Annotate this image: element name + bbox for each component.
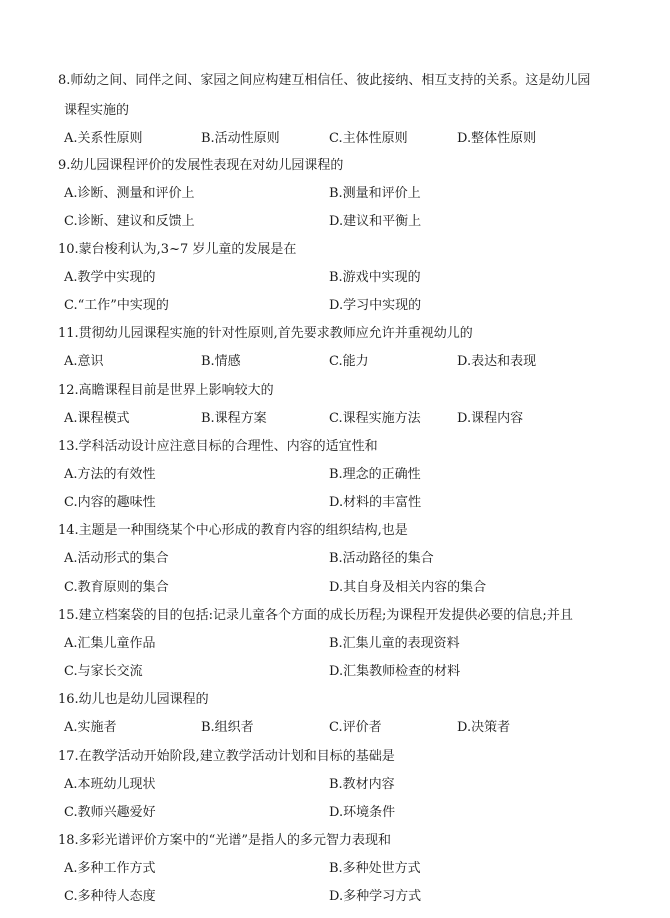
- question-9-option-a: A.诊断、测量和评价上: [64, 186, 195, 201]
- question-11-option-a: A.意识: [64, 354, 104, 369]
- question-11-options: [0, 351, 670, 373]
- question-10-stem: 10.蒙台梭利认为,3~7 岁儿童的发展是在: [58, 242, 297, 257]
- question-8-options: [0, 128, 670, 150]
- question-18-stem: 18.多彩光谱评价方案中的“光谱”是指人的多元智力表现和: [58, 833, 391, 848]
- question-15-options-row-1: [0, 633, 670, 655]
- question-13-options-row-1: [0, 464, 670, 486]
- question-18-options-row-1: [0, 858, 670, 880]
- question-9-options-row-2: [0, 211, 670, 233]
- question-13-option-c: C.内容的趣味性: [64, 495, 156, 510]
- question-9-option-c: C.诊断、建议和反馈上: [64, 214, 195, 229]
- question-12-stem: 12.高瞻课程目前是世界上影响较大的: [58, 383, 274, 398]
- question-14-option-b: B.活动路径的集合: [329, 551, 434, 566]
- question-8-option-a: A.关系性原则: [64, 131, 143, 146]
- question-18-option-d: D.多种学习方式: [329, 889, 422, 904]
- question-10-option-a: A.教学中实现的: [64, 270, 156, 285]
- question-14-option-d: D.其自身及相关内容的集合: [329, 580, 487, 595]
- question-13-option-d: D.材料的丰富性: [329, 495, 422, 510]
- question-15-option-d: D.汇集教师检查的材料: [329, 664, 461, 679]
- question-12-option-d: D.课程内容: [457, 411, 524, 426]
- question-8-option-b: B.活动性原则: [201, 131, 280, 146]
- question-17-option-a: A.本班幼儿现状: [64, 777, 156, 792]
- question-11-option-b: B.情感: [201, 354, 241, 369]
- question-16-option-c: C.评价者: [329, 720, 382, 735]
- question-10-options-row-1: [0, 267, 670, 289]
- question-9-option-d: D.建议和平衡上: [329, 214, 422, 229]
- question-16-option-d: D.决策者: [457, 720, 511, 735]
- question-8-option-d: D.整体性原则: [457, 131, 537, 146]
- question-14-options-row-2: [0, 577, 670, 599]
- question-14-options-row-1: [0, 548, 670, 570]
- question-17-stem: 17.在教学活动开始阶段,建立教学活动计划和目标的基础是: [58, 749, 395, 764]
- question-8-stem-line-2: 课程实施的: [64, 103, 130, 118]
- question-12-option-c: C.课程实施方法: [329, 411, 421, 426]
- question-16-stem: 16.幼儿也是幼儿园课程的: [58, 692, 209, 707]
- question-17-option-b: B.教材内容: [329, 777, 395, 792]
- question-17-options-row-2: [0, 802, 670, 824]
- question-17-options-row-1: [0, 774, 670, 796]
- question-18-options-row-2: [0, 886, 670, 908]
- question-13-stem: 13.学科活动设计应注意目标的合理性、内容的适宜性和: [58, 439, 378, 454]
- question-9-option-b: B.测量和评价上: [329, 186, 421, 201]
- question-12-option-b: B.课程方案: [201, 411, 267, 426]
- question-15-stem: 15.建立档案袋的目的包括:记录儿童各个方面的成长历程;为课程开发提供必要的信息;并且: [58, 608, 573, 623]
- question-13-option-b: B.理念的正确性: [329, 467, 421, 482]
- question-16-options: [0, 717, 670, 739]
- question-12-options: [0, 408, 670, 430]
- question-10-option-b: B.游戏中实现的: [329, 270, 421, 285]
- question-17-option-d: D.环境条件: [329, 805, 396, 820]
- question-14-option-c: C.教育原则的集合: [64, 580, 169, 595]
- question-18-option-b: B.多种处世方式: [329, 861, 421, 876]
- question-15-options-row-2: [0, 661, 670, 683]
- question-14-stem: 14.主题是一种围绕某个中心形成的教育内容的组织结构,也是: [58, 523, 408, 538]
- question-15-option-b: B.汇集儿童的表现资料: [329, 636, 460, 651]
- question-9-stem: 9.幼儿园课程评价的发展性表现在对幼儿园课程的: [58, 158, 344, 173]
- question-13-options-row-2: [0, 492, 670, 514]
- question-11-option-d: D.表达和表现: [457, 354, 537, 369]
- question-10-option-d: D.学习中实现的: [329, 298, 422, 313]
- question-16-option-b: B.组织者: [201, 720, 254, 735]
- question-8-option-c: C.主体性原则: [329, 131, 408, 146]
- question-10-options-row-2: [0, 295, 670, 317]
- question-8-stem-line-1: 8.师幼之间、同伴之间、家园之间应构建互相信任、彼此接纳、相互支持的关系。这是幼儿园: [58, 73, 591, 88]
- question-14-option-a: A.活动形式的集合: [64, 551, 169, 566]
- question-18-option-a: A.多种工作方式: [64, 861, 156, 876]
- question-15-option-c: C.与家长交流: [64, 664, 143, 679]
- question-11-stem: 11.贯彻幼儿园课程实施的针对性原则,首先要求教师应允许并重视幼儿的: [58, 326, 473, 341]
- question-11-option-c: C.能力: [329, 354, 369, 369]
- question-13-option-a: A.方法的有效性: [64, 467, 156, 482]
- question-12-option-a: A.课程模式: [64, 411, 130, 426]
- question-9-options-row-1: [0, 183, 670, 205]
- question-17-option-c: C.教师兴趣爱好: [64, 805, 156, 820]
- question-18-option-c: C.多种待人态度: [64, 889, 156, 904]
- question-15-option-a: A.汇集儿童作品: [64, 636, 156, 651]
- question-16-option-a: A.实施者: [64, 720, 117, 735]
- question-10-option-c: C.“工作”中实现的: [64, 298, 169, 313]
